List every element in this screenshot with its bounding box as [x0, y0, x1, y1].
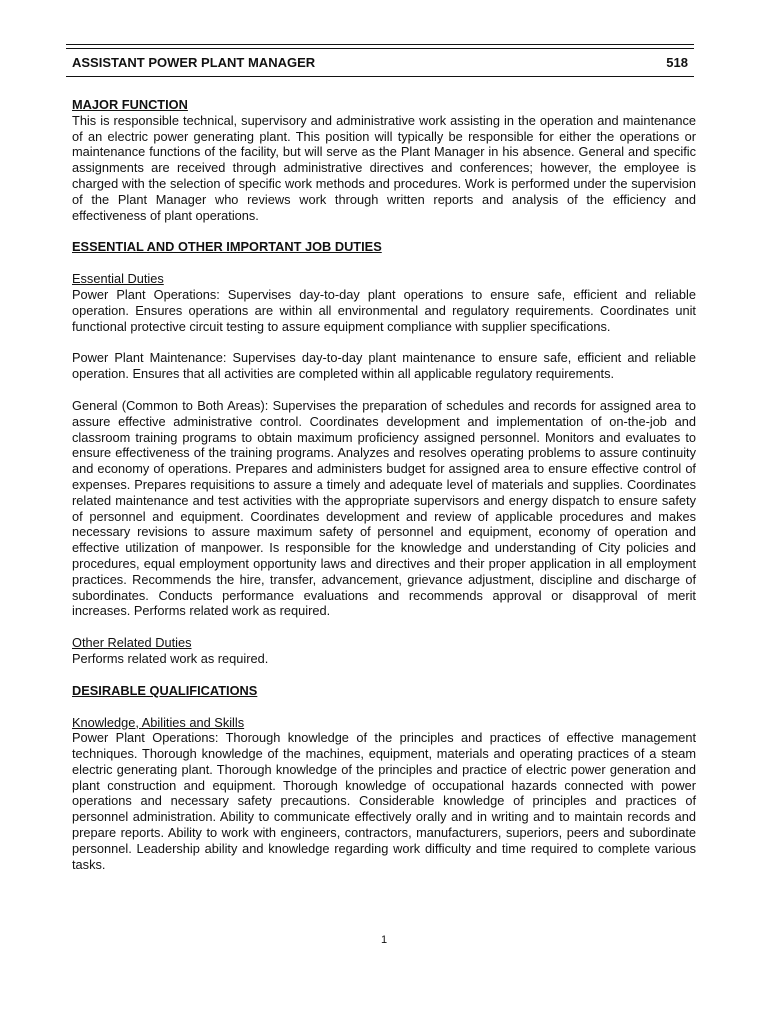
other-duties-text: Performs related work as required.	[72, 650, 269, 666]
major-function-text: This is responsible technical, supervisory and administrative work assisting in the operation and maintenance of an electric power generating plant. This position will typically be responsible for either the operations or maintenance functions of the facility, but will serve as the Plant Manager in his absence. General and specific assignments are received through administrative directives and conferences; however, the employee is charged with the selection of specific work methods and procedures. Work is performed under the supervision of the Plant Manager who reviews work through written reports and analysis of the efficiency and effectiveness of plant operations.	[72, 112, 696, 223]
header-rule-top-second	[66, 48, 694, 49]
qualifications-heading: DESIRABLE QUALIFICATIONS	[72, 682, 258, 698]
kas-heading: Knowledge, Abilities and Skills	[72, 714, 245, 730]
header-rule-top	[66, 44, 694, 45]
header-rule-bottom	[66, 76, 694, 77]
essential-duties-heading: Essential Duties	[72, 271, 164, 287]
job-title: ASSISTANT POWER PLANT MANAGER	[72, 55, 316, 70]
general-duties-text: General (Common to Both Areas): Supervises the preparation of schedules and records for assigned area to assure effective administrative control. Coordinates development and implementation of on-the-job and classroom training programs to obtain maximum proficiency assigned personnel. Monitors and evaluates to ensure effectiveness of the training programs. Analyzes and resolves operating problems to assure continuity and economy of operations. Prepares and administers budget for assigned area to ensure effective control of expenses. Prepares requisitions to assure a timely and adequate level of materials and supplies. Coordinates related maintenance and test activities with the appropriate supervisors and energy dispatch to ensure safety of personnel and equipment. Coordinates development and review of applicable procedures and makes necessary revisions to assure maximum safety of personnel and equipment, economy of operation and effective utilization of manpower. Is responsible for the knowledge and understanding of City policies and procedures, equal employment opportunity laws and directives and their proper application in all employment practices. Recommends the hire, transfer, advancement, grievance adjustment, discipline and discharge of subordinates. Conducts performance evaluations and recommends approval or disapproval of merit increases. Performs related work as required.	[72, 397, 696, 619]
qualifications-operations-text: Power Plant Operations: Thorough knowledge of the principles and practices of effective management techniques. Thorough knowledge of the machines, equipment, materials and operating practices of a steam electric generating plant. Thorough knowledge of the principles and practice of electric power generation and plant construction and equipment. Thorough knowledge of occupational hazards connected with power operations and necessary safety precautions. Considerable knowledge of principles and practices of personnel administration. Ability to communicate effectively orally and in writing and to maintain records and prepare reports. Ability to work with engineers, contractors, manufacturers, superiors, peers and subordinate personnel. Leadership ability and knowledge regarding work difficulty and time required to complete various tasks.	[72, 730, 696, 872]
other-duties-heading: Other Related Duties	[72, 635, 192, 651]
maintenance-duties-text: Power Plant Maintenance: Supervises day-to-day plant maintenance to ensure safe, efficient and reliable operation. Ensures that all activities are completed within all applicable regulatory requirements.	[72, 350, 696, 382]
operations-duties-text: Power Plant Operations: Supervises day-to-day plant operations to ensure safe, efficient and reliable operation. Ensures operations are within all environmental and regulatory requirements. Coordinates unit functional protective circuit testing to assure equipment compliance with supplier specifications.	[72, 286, 696, 334]
document-body	[72, 97, 696, 872]
duties-heading: ESSENTIAL AND OTHER IMPORTANT JOB DUTIES	[72, 239, 382, 255]
page-header	[72, 55, 688, 71]
major-function-heading: MAJOR FUNCTION	[72, 97, 188, 112]
job-code: 518	[666, 55, 688, 70]
page-number: 1	[380, 934, 388, 946]
